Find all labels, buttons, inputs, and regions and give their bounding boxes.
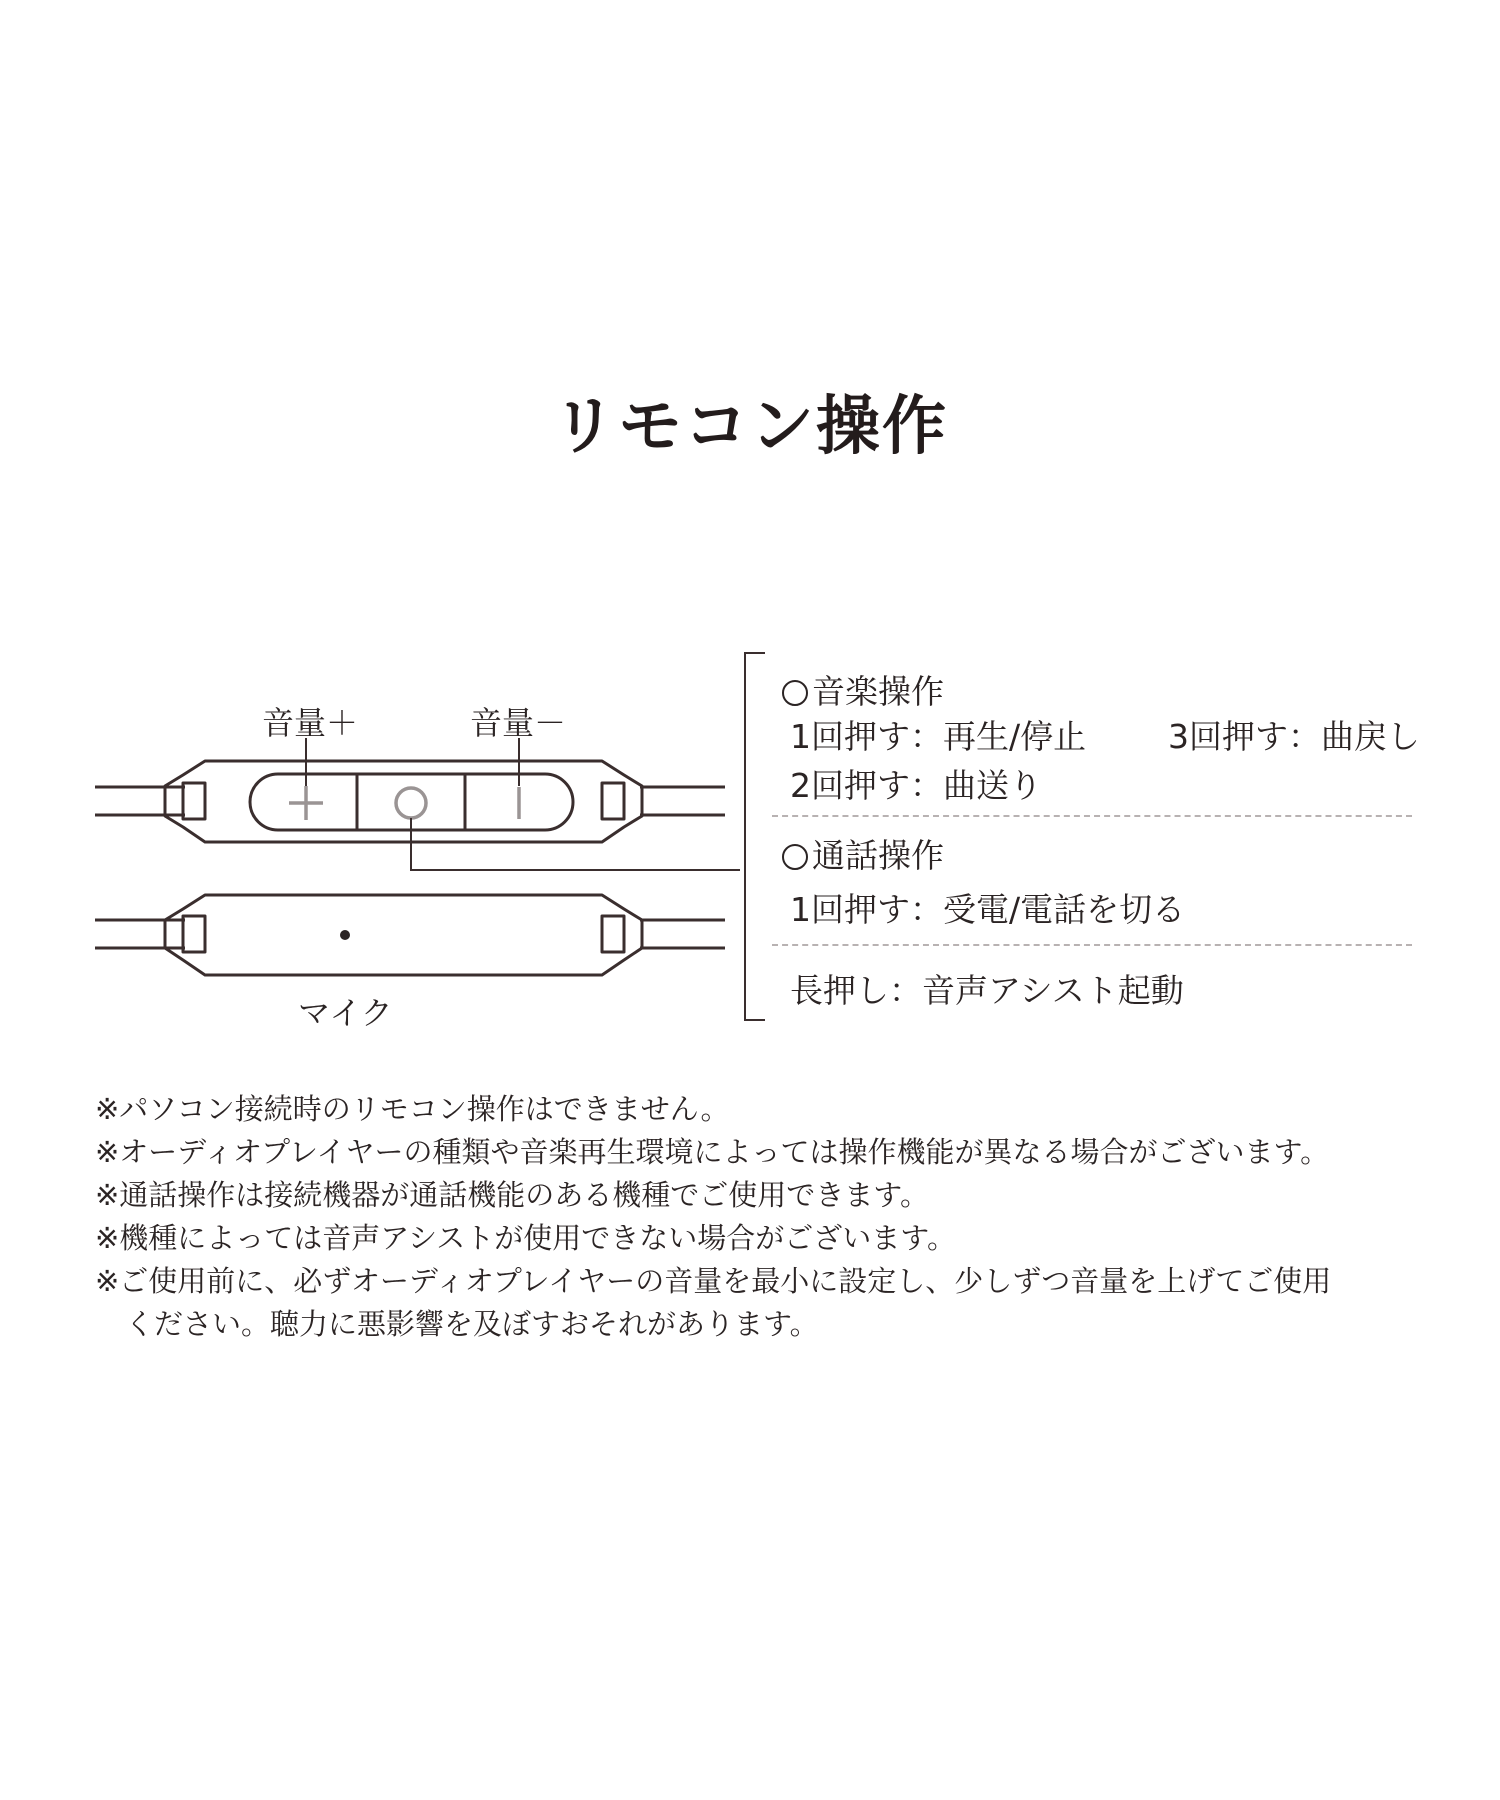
note-item-continued: ください。聴力に悪影響を及ぼすおそれがあります。 <box>125 1307 819 1341</box>
lower-remote-body <box>165 895 642 975</box>
upper-cable-right <box>640 787 725 815</box>
circle-bullet-icon <box>782 680 808 706</box>
lower-right-ferrule <box>602 916 624 952</box>
music-press2: 2回押す：曲送り <box>790 766 1042 805</box>
divider-1 <box>772 815 1412 817</box>
mic-label: マイク <box>298 994 393 1032</box>
lower-cable-left <box>95 920 185 948</box>
plus-icon <box>289 786 323 820</box>
center-button-leader <box>411 818 740 870</box>
note-item: ※オーディオプレイヤーの種類や音楽再生環境によっては操作機能が異なる場合がございます。 <box>95 1135 1330 1169</box>
divider-2 <box>772 944 1412 946</box>
operations-bracket <box>745 653 765 1020</box>
long-press: 長押し：音声アシスト起動 <box>790 971 1184 1010</box>
vol-down-label: 音量－ <box>470 704 567 742</box>
music-heading: 音楽操作 <box>782 666 944 713</box>
notes-list <box>95 1088 1435 1346</box>
music-press3: 3回押す：曲戻し <box>1168 717 1420 756</box>
page-title: リモコン操作 <box>552 390 948 464</box>
call-press1: 1回押す：受電/電話を切る <box>790 890 1186 929</box>
circle-bullet-icon <box>782 844 808 870</box>
note-item: ※機種によっては音声アシストが使用できない場合がございます。 <box>95 1221 956 1255</box>
mic-dot <box>340 930 350 940</box>
music-press1: 1回押す：再生/停止 <box>790 717 1087 756</box>
note-item: ※通話操作は接続機器が通話機能のある機種でご使用できます。 <box>95 1178 929 1212</box>
lower-left-ferrule <box>183 916 205 952</box>
note-item: ※ご使用前に、必ずオーディオプレイヤーの音量を最小に設定し、少しずつ音量を上げてご使用 <box>95 1264 1332 1298</box>
call-heading: 通話操作 <box>782 830 944 877</box>
upper-right-ferrule <box>602 783 624 819</box>
upper-cable-left <box>95 787 185 815</box>
upper-left-ferrule <box>183 783 205 819</box>
note-item: ※パソコン接続時のリモコン操作はできません。 <box>95 1092 730 1126</box>
lower-cable-right <box>640 920 725 948</box>
circle-button-icon <box>396 788 426 818</box>
vol-up-label: 音量＋ <box>262 704 359 742</box>
